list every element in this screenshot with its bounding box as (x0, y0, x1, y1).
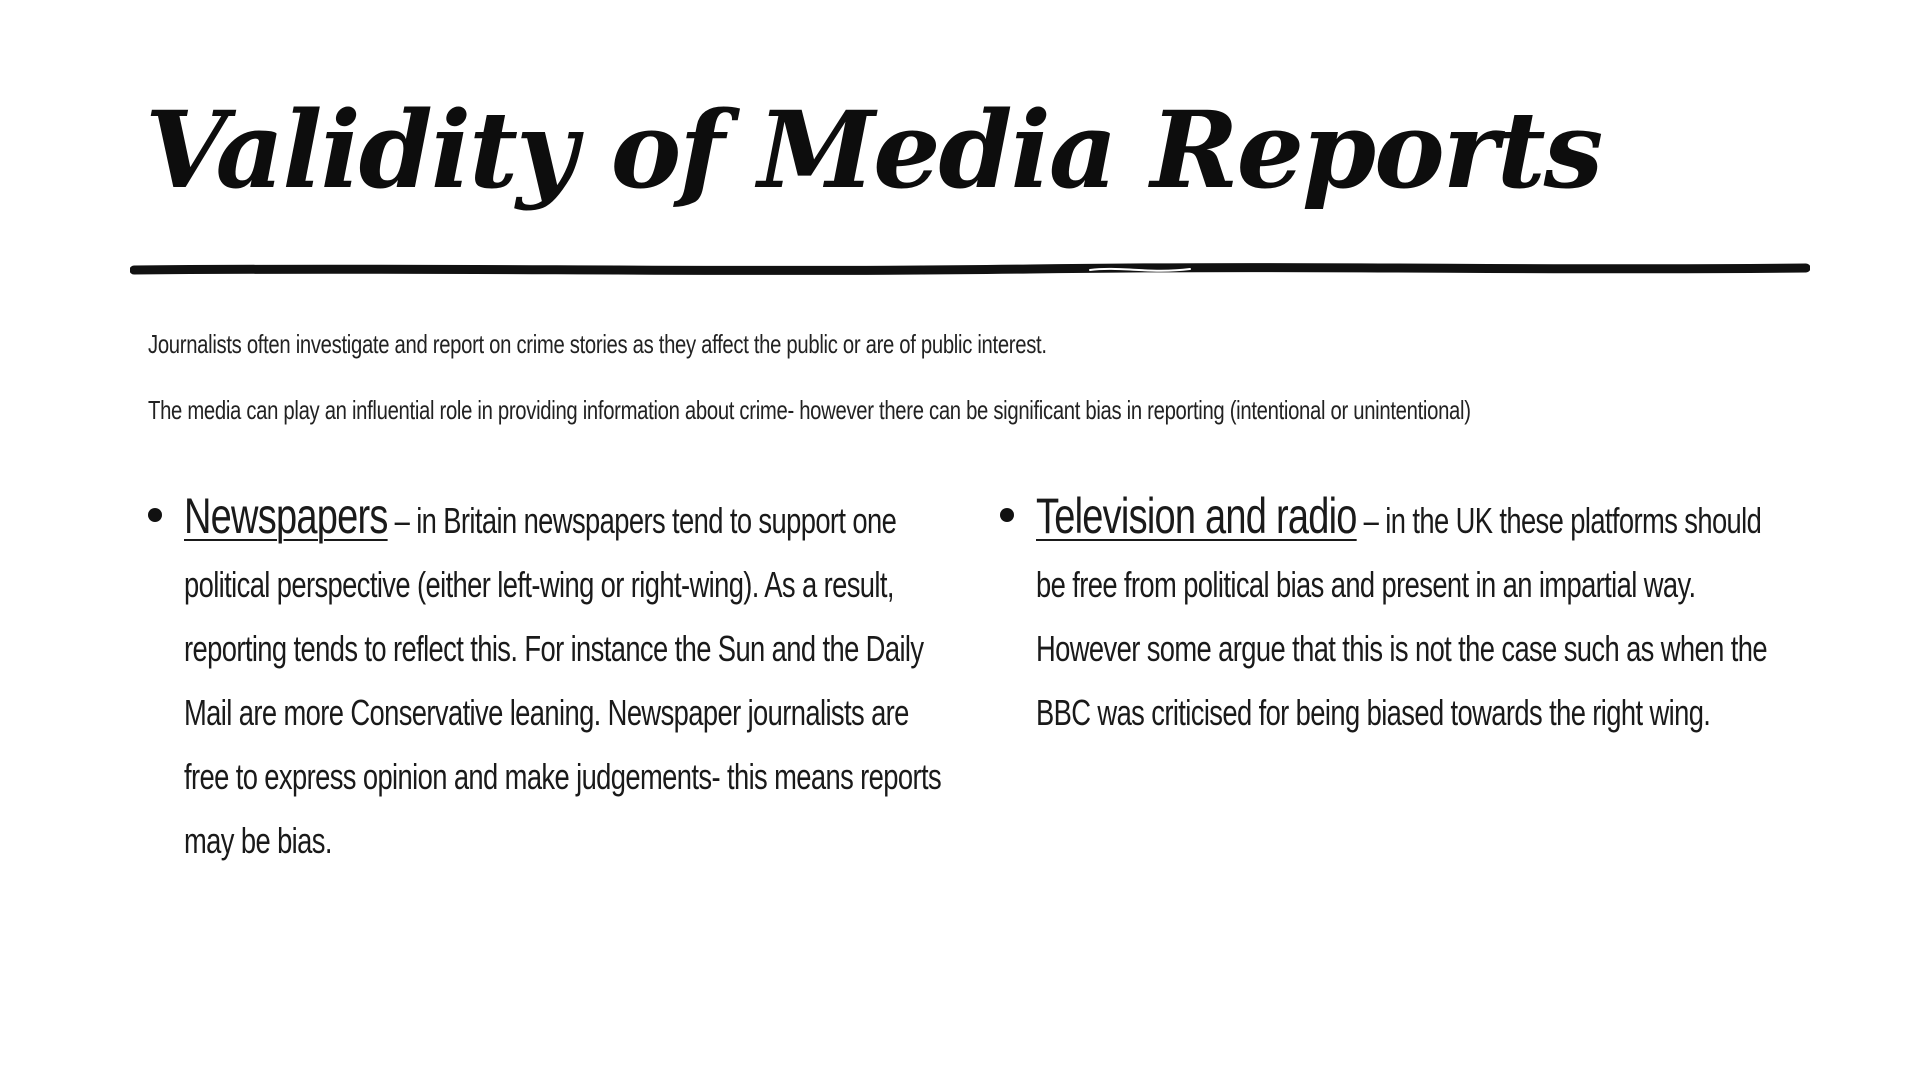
bullet-text-television-radio (1036, 484, 1796, 745)
bullet-text-newspapers (184, 484, 944, 873)
intro-line-1: Journalists often investigate and report on crime stories as they affect the public or are of public interest. (148, 329, 1047, 359)
bullet-dot-icon (1000, 508, 1014, 522)
slide-title: Validity of Media Reports (145, 87, 1602, 212)
bullet-dot-icon (148, 508, 162, 522)
intro-line-2: The media can play an influential role in providing information about crime- however there can be significant bias in reporting (intentional or unintentional) (148, 395, 1471, 425)
bullet-separator: – (387, 500, 417, 541)
bullet-body-newspapers: in Britain newspapers tend to support one political perspective (either left-wing or right-wing). As a result, reporting tends to reflect this. For instance the Sun and the Daily Mail are more Conservative leaning. Newspaper journalists are free to express opinion and make judgements- this means reports may be bias. (184, 500, 942, 861)
bullet-body-television-radio: in the UK these platforms should be free from political bias and present in an impartial way. However some argue that this is not the case such as when the BBC was criticised for being biased towards the right wing. (1036, 500, 1767, 733)
bullet-heading-newspapers: Newspapers (184, 488, 388, 544)
bullet-heading-television-radio: Television and radio (1036, 488, 1357, 544)
bullet-separator: – (1356, 500, 1386, 541)
title-divider (130, 262, 1810, 278)
